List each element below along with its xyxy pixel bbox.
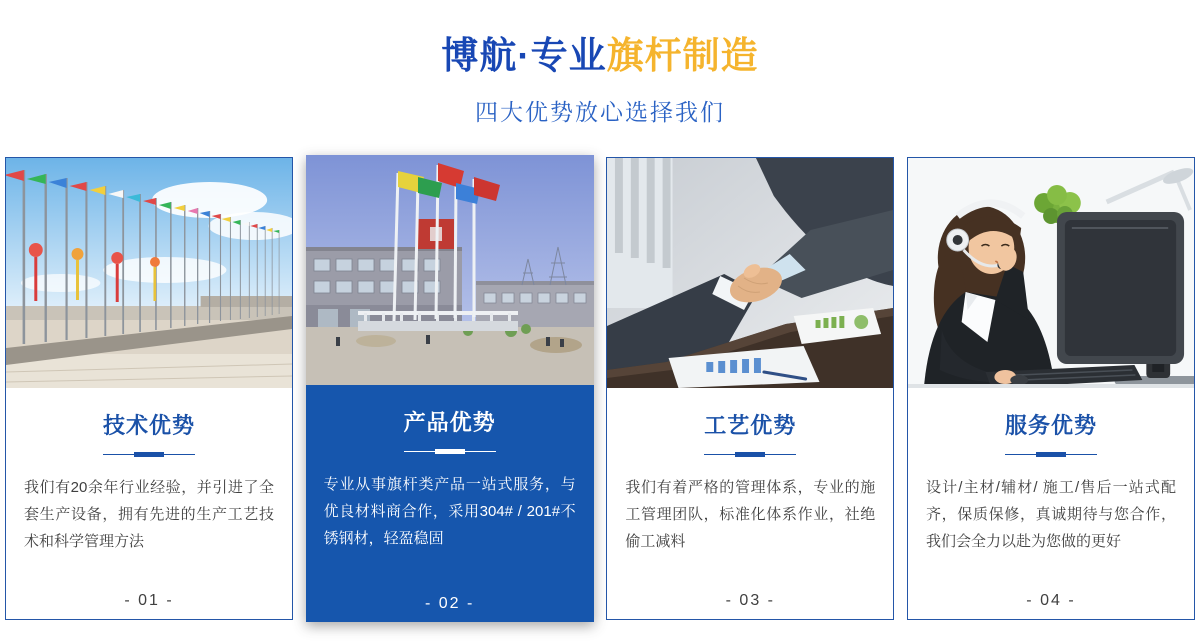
flags-plaza-photo <box>6 158 292 388</box>
card-product-advantage[interactable] <box>306 155 594 622</box>
business-handshake-photo <box>607 158 893 388</box>
card-craft-advantage[interactable] <box>606 157 894 620</box>
title-underline <box>103 452 195 457</box>
title-underline <box>704 452 796 457</box>
section-title-blue-part: 博航·专业 <box>441 35 607 76</box>
card-number: - 03 - <box>725 592 775 609</box>
advantage-cards <box>0 157 1200 622</box>
section-title <box>0 34 1200 78</box>
section-title-yellow-part: 旗杆制造 <box>606 35 759 76</box>
card-title: 工艺优势 <box>704 413 797 438</box>
card-title: 产品优势 <box>403 410 496 435</box>
card-number: - 02 - <box>424 595 475 612</box>
card-service-advantage[interactable] <box>907 157 1195 620</box>
section-header <box>0 0 1200 127</box>
card-title: 服务优势 <box>1004 413 1097 438</box>
card-description: 我们有20余年行业经验，并引进了全套生产设备，拥有先进的生产工艺技术和科学管理方法 <box>24 479 274 550</box>
card-description: 设计/主材/辅材/ 施工/售后一站式配齐，保质保修，真诚期待与您合作，我们会全力以赴为您做的更好 <box>925 479 1176 550</box>
card-number: - 01 - <box>124 592 174 609</box>
title-underline <box>404 449 496 454</box>
title-underline <box>1005 452 1097 457</box>
section-subtitle: 四大优势放心选择我们 <box>475 99 725 125</box>
card-description: 我们有着严格的管理体系，专业的施工管理团队，标准化体系作业，社绝偷工减料 <box>625 479 876 550</box>
customer-service-photo <box>908 158 1194 388</box>
card-description: 专业从事旗杆类产品一站式服务，与优良材料商合作，采用304# / 201#不锈钢材，轻盈稳固 <box>323 476 576 547</box>
card-title: 技术优势 <box>102 413 195 438</box>
card-number: - 04 - <box>1026 592 1076 609</box>
card-technology-advantage[interactable] <box>5 157 293 620</box>
factory-flagpoles-photo <box>306 155 594 385</box>
